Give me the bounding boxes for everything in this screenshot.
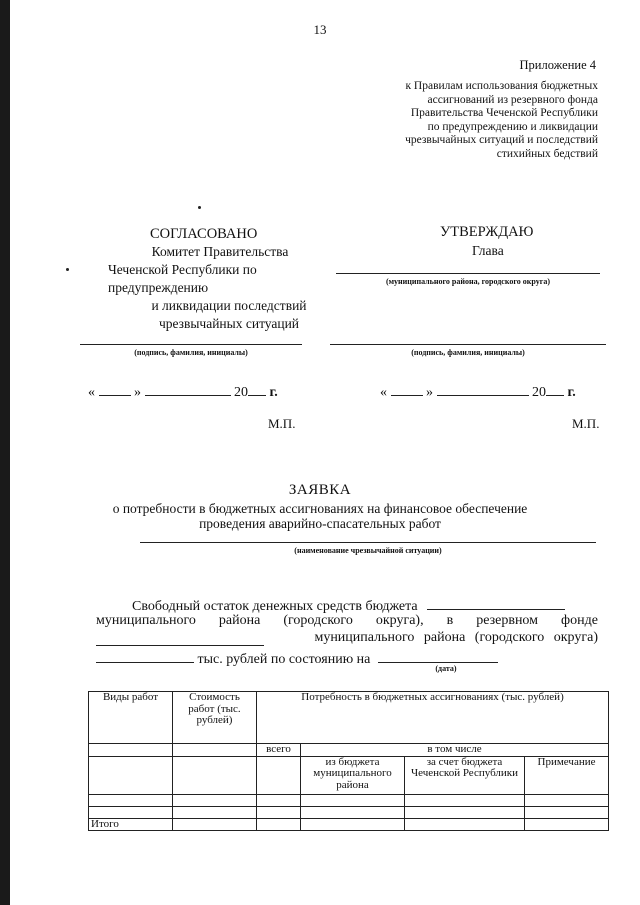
table-cell[interactable]: [173, 756, 257, 794]
table-cell[interactable]: [89, 794, 173, 806]
month-blank[interactable]: [437, 382, 529, 396]
header-need: Потребность в бюджетных ассигнованиях (тыс. рублей): [257, 692, 609, 744]
word: (городского: [283, 613, 353, 628]
approve-signature-hint: (подпись, фамилия, инициалы): [411, 348, 525, 357]
free-balance-text: Свободный остаток денежных средств бюджета: [132, 599, 418, 614]
table-row: [89, 794, 609, 806]
month-blank[interactable]: [145, 382, 231, 396]
approve-subtitle: Глава: [472, 243, 504, 258]
paragraph-line-3: [96, 630, 598, 646]
appendix-line: ассигнований из резервного фонда: [427, 93, 598, 106]
table-cell[interactable]: [257, 806, 301, 818]
municipal-district-text: муниципального района (городского округа): [314, 630, 598, 645]
year-prefix: 20: [532, 385, 546, 400]
table-total-row: [89, 818, 609, 831]
appendix-title: Приложение 4: [519, 58, 596, 72]
agreed-line: предупреждению: [108, 280, 209, 295]
table-cell[interactable]: [173, 744, 257, 757]
table-cell[interactable]: [525, 818, 609, 831]
emergency-name-line[interactable]: [140, 542, 596, 543]
agreed-line: Комитет Правительства: [151, 244, 289, 259]
request-title: ЗАЯВКА: [288, 482, 352, 498]
table-cell[interactable]: [257, 794, 301, 806]
agreed-date: [88, 382, 278, 401]
year-suffix: г.: [567, 385, 576, 400]
request-subtitle-line: проведения аварийно-спасательных работ: [199, 516, 441, 531]
close-quote: »: [426, 385, 433, 400]
scan-edge: [0, 0, 10, 905]
table-cell[interactable]: [405, 818, 525, 831]
table-cell[interactable]: [405, 794, 525, 806]
year-blank[interactable]: [546, 382, 564, 396]
appendix-line: Правительства Чеченской Республики: [410, 107, 598, 119]
table-header-row: [89, 692, 609, 744]
table-cell[interactable]: [301, 818, 405, 831]
total-label: Итого: [89, 818, 173, 831]
table-cell[interactable]: [301, 806, 405, 818]
word: фонде: [561, 613, 598, 628]
table-row: [89, 806, 609, 818]
paragraph-line-2: [96, 613, 598, 629]
year-suffix: г.: [269, 385, 278, 400]
word: округа),: [375, 613, 424, 628]
page-number: 13: [313, 22, 327, 37]
table-cell[interactable]: [257, 818, 301, 831]
paragraph-line-1: [132, 595, 565, 615]
table-cell[interactable]: [89, 806, 173, 818]
appendix-line: стихийных бедствий: [496, 147, 598, 160]
emergency-name-hint: (наименование чрезвычайной ситуации): [294, 546, 442, 555]
header-total: всего: [257, 744, 301, 757]
stamp-right: М.П.: [572, 416, 600, 431]
agreed-signature-hint: (подпись, фамилия, инициалы): [134, 348, 248, 357]
header-work-types: Виды работ: [89, 692, 173, 744]
agreed-line: и ликвидации последствий: [151, 298, 307, 313]
appendix-line: по предупреждению и ликвидации: [427, 120, 598, 133]
word: муниципального: [96, 613, 196, 628]
word: резервном: [476, 613, 539, 628]
table-cell[interactable]: [525, 794, 609, 806]
approve-date: [380, 382, 576, 401]
as-of-date-blank[interactable]: [378, 648, 498, 663]
appendix-line: чрезвычайных ситуаций и последствий: [405, 134, 598, 146]
scan-speck: [66, 268, 69, 271]
table-cell[interactable]: [173, 818, 257, 831]
header-municipal: из бюджета муниципального района: [301, 756, 405, 794]
table-cell[interactable]: [173, 806, 257, 818]
open-quote: «: [88, 385, 95, 400]
agreed-line: чрезвычайных ситуаций: [158, 316, 300, 331]
table-cell[interactable]: [89, 756, 173, 794]
day-blank[interactable]: [99, 382, 131, 396]
table-header-row: [89, 756, 609, 794]
budget-name-blank[interactable]: [427, 595, 565, 610]
header-cost: Стоимость работ (тыс. рублей): [173, 692, 257, 744]
word: в: [446, 613, 454, 628]
table-cell[interactable]: [301, 794, 405, 806]
table-cell[interactable]: [525, 806, 609, 818]
allocation-table: [88, 691, 609, 831]
year-prefix: 20: [234, 385, 248, 400]
year-blank[interactable]: [248, 382, 266, 396]
open-quote: «: [380, 385, 387, 400]
day-blank[interactable]: [391, 382, 423, 396]
as-of-text: тыс. рублей по состоянию на: [197, 652, 371, 667]
table-cell[interactable]: [405, 806, 525, 818]
date-hint: (дата): [435, 664, 457, 673]
table-cell[interactable]: [173, 794, 257, 806]
table-cell[interactable]: [257, 756, 301, 794]
approve-title: УТВЕРЖДАЮ: [440, 224, 534, 240]
agreed-signature-line[interactable]: [80, 344, 302, 345]
agreed-line: Чеченской Республики по: [108, 262, 257, 277]
approve-signature-line[interactable]: [330, 344, 606, 345]
request-subtitle-line: о потребности в бюджетных ассигнованиях на финансовое обеспечение: [112, 501, 528, 516]
agreed-committee: [100, 243, 340, 333]
table-cell[interactable]: [89, 744, 173, 757]
scan-speck: [198, 206, 201, 209]
appendix-rules-text: [358, 80, 598, 161]
amount-blank[interactable]: [96, 648, 194, 663]
reserve-fund-blank[interactable]: [96, 631, 264, 646]
approve-district-line[interactable]: [336, 273, 600, 274]
table-header-row: [89, 744, 609, 757]
header-including: в том числе: [301, 744, 609, 757]
header-note: Примечание: [525, 756, 609, 794]
stamp-left: М.П.: [268, 416, 296, 431]
close-quote: »: [134, 385, 141, 400]
approve-district-hint: (муниципального района, городского округа): [385, 277, 551, 286]
word: района: [218, 613, 261, 628]
agreed-title: СОГЛАСОВАНО: [150, 226, 258, 242]
appendix-line: к Правилам использования бюджетных: [405, 80, 598, 92]
header-republic: за счет бюджета Чеченской Республики: [405, 756, 525, 794]
request-subtitle: [60, 501, 580, 531]
